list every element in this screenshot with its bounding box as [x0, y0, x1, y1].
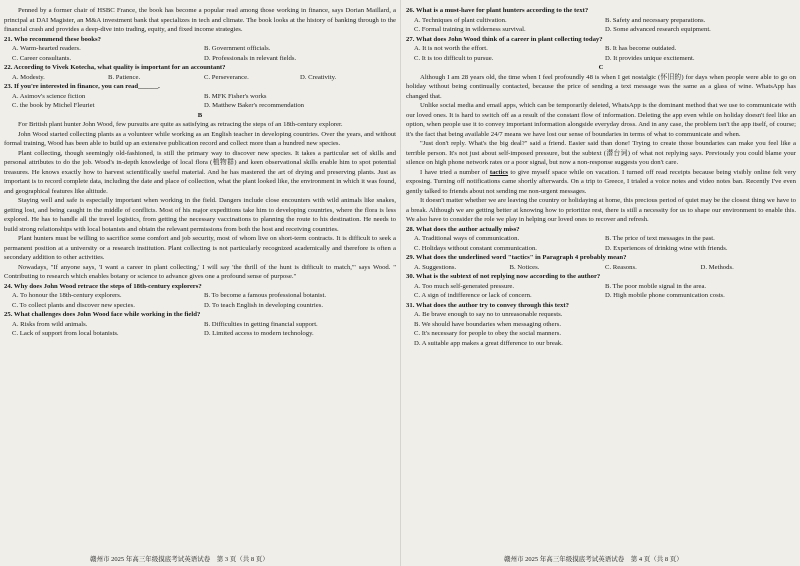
passage-b-paragraph: Plant collecting, though seemingly old-fashioned, is still the primary way to discover new species. It takes a particular set of skills and personal attributes to do the job. Wood's in-depth knowledge of local flora (植物群) and keen observational skills enable him to spot potential treasures. He knows exactly how to harvest scientifically useful material. And he has mastered the art of drying and preserving plants. Just as important is to record complete data, including the date and place of collection, what the plant looked like, the environment in which it was found, and geographical features like altitude.: [4, 149, 396, 195]
option: A. Too much self-generated pressure.: [414, 282, 515, 290]
section-c-heading: C: [598, 64, 604, 71]
option: A. Be brave enough to say no to unreasonable requests.: [414, 311, 563, 318]
option: A. Asimov's science fiction: [12, 92, 86, 100]
option: D. To teach English in developing countries.: [204, 301, 324, 309]
column-divider: [400, 0, 401, 566]
question-25-options: [12, 320, 396, 339]
option: D. A suitable app makes a great difference to our break.: [414, 339, 563, 347]
option: C. Holidays without constant communication.: [414, 244, 537, 252]
option: D. Creativity.: [300, 73, 337, 81]
option: A. Traditional ways of communication.: [414, 235, 520, 242]
question-26-options: [414, 16, 796, 35]
question-29: 29. What does the underlined word "tactics" in Paragraph 4 probably mean?: [406, 254, 627, 261]
passage-c-paragraph: It doesn't matter whether we are leaving the country or holidaying at home, this precious period of quiet may be the closest thing we have to a break. Although we are getting better at knowing how to prioritize rest, there is still a necessity for us to shape our environment to enable this. We also have to consider the role we play in helping our loved ones to recover and refresh.: [406, 197, 796, 223]
question-31: 31. What does the author try to convey through this text?: [406, 301, 569, 309]
passage-c-paragraph: Unlike social media and email apps, which can be temporarily deleted, WhatsApp is the dominant method that we use to communicate with our loved ones. It is hard to switch off as a result of the constant flow of information. Deleting the app even while on holiday doesn't feel like an option, when people use it to convey important information alongside everyday dross. And in any case, the problem isn't the app itself, of course; it's the fact that being available 24/7 means we have lost our sense of boundaries in terms of what to communicate and when.: [406, 102, 796, 138]
passage-b-paragraph: John Wood started collecting plants as a volunteer while working as an English teacher in developing countries. Over the years, and without formal training, Wood has been able to build up an extensive publication record and collect more than a hundred new species.: [4, 130, 396, 147]
underlined-word-tactics: tactics: [489, 168, 509, 176]
question-27-options: [414, 44, 796, 63]
option: A. To honour the 18th-century explorers.: [12, 292, 122, 299]
question-22: 22. According to Vivek Kotecha, what quality is important for an accountant?: [4, 64, 226, 71]
question-30: 30. What is the subtext of not replying now according to the author?: [406, 273, 601, 280]
option: A. Modesty.: [12, 73, 45, 81]
text-run: I have tried a number of: [420, 168, 490, 176]
right-column: [406, 6, 796, 348]
page-footer-right: 赣州市 2025 年高三年级摸底考试英语试卷 第 4 页（共 8 页）: [504, 556, 683, 563]
question-28-options: [414, 234, 796, 253]
option: D. Limited access to modern technology.: [204, 330, 314, 337]
option: B. We should have boundaries when messaging others.: [414, 320, 561, 328]
option: C. It is too difficult to pursue.: [414, 54, 494, 62]
option: B. To become a famous professional botanist.: [204, 292, 326, 299]
option: B. It has become outdated.: [605, 45, 677, 52]
option: C. Reasons.: [605, 263, 637, 271]
question-28: 28. What does the author actually miss?: [406, 225, 520, 233]
passage-b-paragraph: Nowadays, "If anyone says, 'I want a career in plant collecting,' I will say 'the thrill of the hunt is difficult to match,'" says Wood. " Contributing to research which enables botany or science to advance gives one a profound sense of purpose.": [4, 263, 396, 280]
passage-c-paragraph: "Just don't reply. What's the big deal?" said a friend. Easier said than done! Trying to create those boundaries can make you feel like a terrible person. It's not just about self-imposed pressure, but the subtext (潜台词) of what not replying says. Previously you could blame your silence on high phone network rates or a poor signal, but now a non-response suggests you don't care.: [406, 140, 796, 166]
option: D. Experiences of drinking wine with friends.: [605, 244, 728, 252]
question-22-options: [12, 73, 396, 83]
question-30-options: [414, 282, 796, 301]
question-25: 25. What challenges does John Wood face while working in the field?: [4, 311, 201, 318]
left-column: [4, 6, 396, 339]
option: A. It is not worth the effort.: [414, 45, 488, 52]
option: A. Techniques of plant cultivation.: [414, 16, 507, 24]
option: A. Suggestions.: [414, 263, 457, 271]
option: B. Safety and necessary preparations.: [605, 16, 706, 24]
option: C. Lack of support from local botanists.: [12, 330, 119, 337]
page-footer-left: 赣州市 2025 年高三年级摸底考试英语试卷 第 3 页（共 8 页）: [90, 556, 269, 563]
option: D. Matthew Baker's recommendation: [204, 102, 305, 109]
option: C. To collect plants and discover new species.: [12, 301, 135, 309]
option: B. Government officials.: [204, 45, 271, 52]
option: D. It provides unique excitement.: [605, 54, 695, 62]
option: B. Patience.: [108, 73, 141, 81]
passage-c-paragraph: [406, 168, 796, 197]
option: C. A sign of indifference or lack of concern.: [414, 292, 532, 299]
question-26: 26. What is a must-have for plant hunters according to the text?: [406, 7, 589, 14]
option: B. The price of text messages in the past.: [605, 235, 715, 242]
option: C. the book by Michel Fleuriet: [12, 102, 95, 109]
question-29-options: [414, 263, 796, 273]
option: C. It's necessary for people to obey the social manners.: [414, 330, 561, 337]
passage-a-end: Penned by a former chair of HSBC France, the book has become a popular read among those working in finance, says Dorian Maillard, a principal at DAI Magister, an M&A investment bank that specializes in tech and climate. The book looks at the history of banking through to the financial crash and provides a deep-dive into trading, equity, and fixed income strategies.: [4, 7, 396, 33]
section-b-heading: B: [197, 111, 203, 119]
option: D. Some advanced research equipment.: [605, 26, 711, 33]
option: A. Risks from wild animals.: [12, 320, 88, 328]
question-23-options: [12, 92, 396, 111]
question-24-options: [12, 291, 396, 310]
option: D. High mobile phone communication costs.: [605, 292, 725, 299]
option: B. The poor mobile signal in the area.: [605, 282, 707, 290]
question-24: 24. Why does John Wood retrace the steps of 18th-century explorers?: [4, 282, 202, 290]
option: B. Notices.: [509, 263, 540, 271]
passage-c-paragraph: Although I am 28 years old, the time when I feel profoundly 48 is when I get nostalgic (怀旧的) for days when people were able to go on holiday without being continually contacted, because the price of sending a text message was the same as a glass of wine. WhatsApp has changed that.: [406, 73, 796, 100]
question-31-options: [414, 310, 796, 348]
question-23: 23. If you're interested in finance, you can read______.: [4, 83, 160, 90]
question-27: 27. What does John Wood think of a career in plant collecting today?: [406, 35, 603, 43]
question-21: 21. Who recommend these books?: [4, 35, 101, 43]
option: C. Formal training in wilderness survival.: [414, 26, 526, 33]
option: B. Difficulties in getting financial support.: [204, 320, 318, 328]
passage-b-paragraph: Staying well and safe is especially important when working in the field. Dangers include close encounters with wild animals like snakes, getting lost, and being caught in the middle of conflicts. Most of his major expeditions take him to developing countries, where the flora is less explored. He has to handle all the travel logistics, from getting the necessary vaccinations to planning the route to his destination. He needs to build strong relationships with local botanists and obtain the relevant permissions from both the host and receiving countries.: [4, 197, 396, 233]
option: A. Warm-hearted readers.: [12, 45, 81, 52]
question-21-options: [12, 44, 396, 63]
option: D. Professionals in relevant fields.: [204, 54, 297, 62]
option: C. Perseverance.: [204, 73, 249, 81]
passage-b-paragraph: Plant hunters must be willing to sacrifice some comfort and job security, most of whom live on short-term contracts. It is difficult to seek a permanent position at a university or a research institution. Plant collecting is not particularly recognized academically and therefore is often a secondary addition to other activities.: [4, 235, 396, 261]
option: D. Methods.: [700, 263, 734, 271]
text-run: to give myself space while on vacation. I turned off read receipts because being visibly online felt very exposing. Turning off notifications came shortly afterwards. On a trip to Greece, I trialed a voice notes and video notes ban. Recently I've even gently talked to friends about not sending me non-urgent messages.: [406, 168, 796, 195]
passage-b-paragraph: For British plant hunter John Wood, few pursuits are quite as satisfying as retracing the steps of an 18th-century explorer.: [18, 121, 343, 128]
option: C. Career consultants.: [12, 54, 72, 62]
option: B. MFK Fisher's works: [204, 92, 267, 100]
